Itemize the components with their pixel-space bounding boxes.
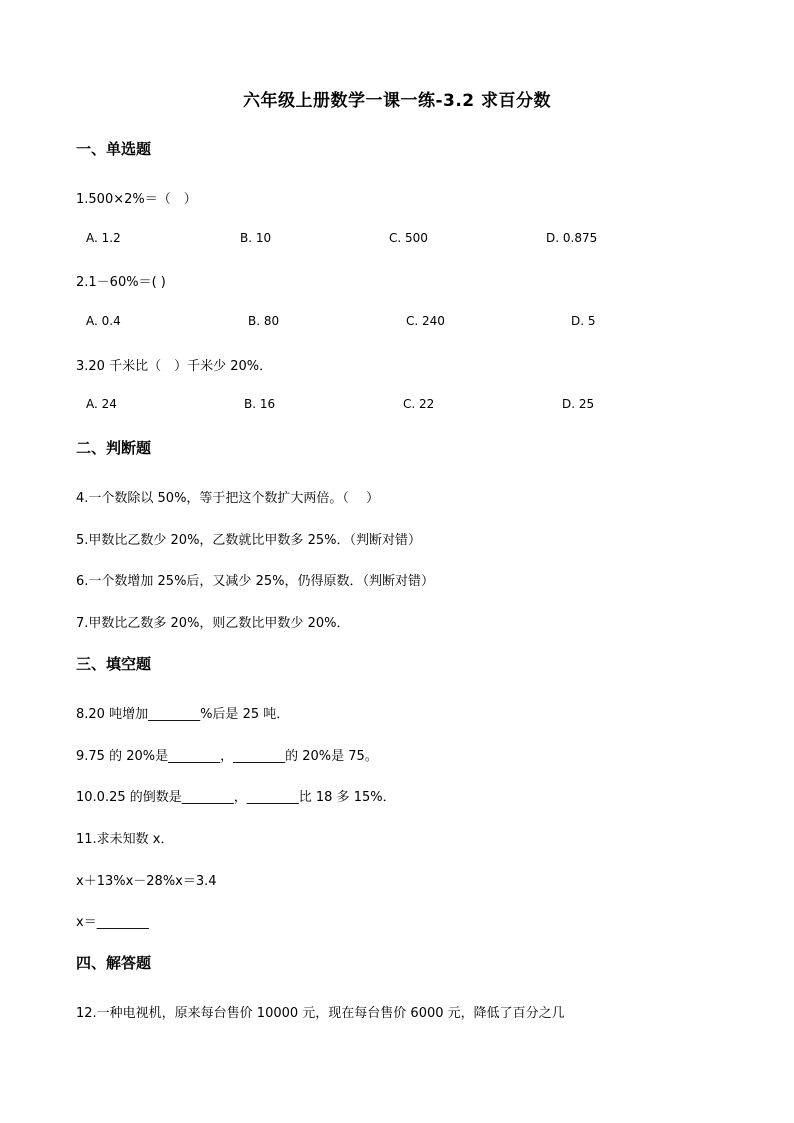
q1-option-c: C. 500	[389, 231, 428, 245]
q2-option-c: C. 240	[406, 314, 445, 328]
question-3: 3.20 千米比（ ）千米少 20%．	[76, 359, 273, 374]
page-title: 六年级上册数学一课一练-3.2 求百分数	[242, 91, 552, 111]
question-5: 5.甲数比乙数少 20%，乙数就比甲数多 25%．（判断对错）	[76, 533, 421, 548]
q3-option-d: D. 25	[562, 397, 595, 411]
question-11-answer-blank: x＝________	[76, 915, 149, 930]
question-2: 2.1－60%＝( )	[76, 275, 166, 290]
q3-option-c: C. 22	[403, 397, 435, 411]
question-8: 8.20 吨增加________%后是 25 吨．	[76, 707, 290, 722]
q1-option-d: D. 0.875	[546, 231, 598, 245]
q2-option-d: D. 5	[571, 314, 596, 328]
question-12: 12.一种电视机，原来每台售价 10000 元，现在每台售价 6000 元，降低了百分之几	[76, 1006, 565, 1021]
question-4: 4.一个数除以 50%，等于把这个数扩大两倍。（ ）	[76, 491, 380, 506]
section-heading-solve: 四、解答题	[76, 954, 152, 972]
q3-option-b: B. 16	[244, 397, 276, 411]
section-heading-true-false: 二、判断题	[76, 439, 152, 457]
q2-option-b: B. 80	[248, 314, 280, 328]
question-1: 1.500×2%＝（ ）	[76, 192, 197, 207]
q1-option-a: A. 1.2	[86, 231, 121, 245]
q2-option-a: A. 0.4	[86, 314, 121, 328]
question-11-equation: x＋13%x－28%x＝3.4	[76, 874, 217, 889]
section-heading-fill-blank: 三、填空题	[76, 655, 152, 673]
section-heading-single-choice: 一、单选题	[76, 140, 152, 158]
question-11: 11.求未知数 x．	[76, 832, 174, 847]
question-10: 10.0.25 的倒数是________，________比 18 多 15%．	[76, 790, 396, 805]
q3-option-a: A. 24	[86, 397, 117, 411]
question-6: 6.一个数增加 25%后，又减少 25%，仍得原数．（判断对错）	[76, 574, 434, 589]
question-9: 9.75 的 20%是________，________的 20%是 75。	[76, 749, 378, 764]
question-7: 7.甲数比乙数多 20%，则乙数比甲数少 20%．	[76, 616, 350, 631]
q1-option-b: B. 10	[240, 231, 272, 245]
